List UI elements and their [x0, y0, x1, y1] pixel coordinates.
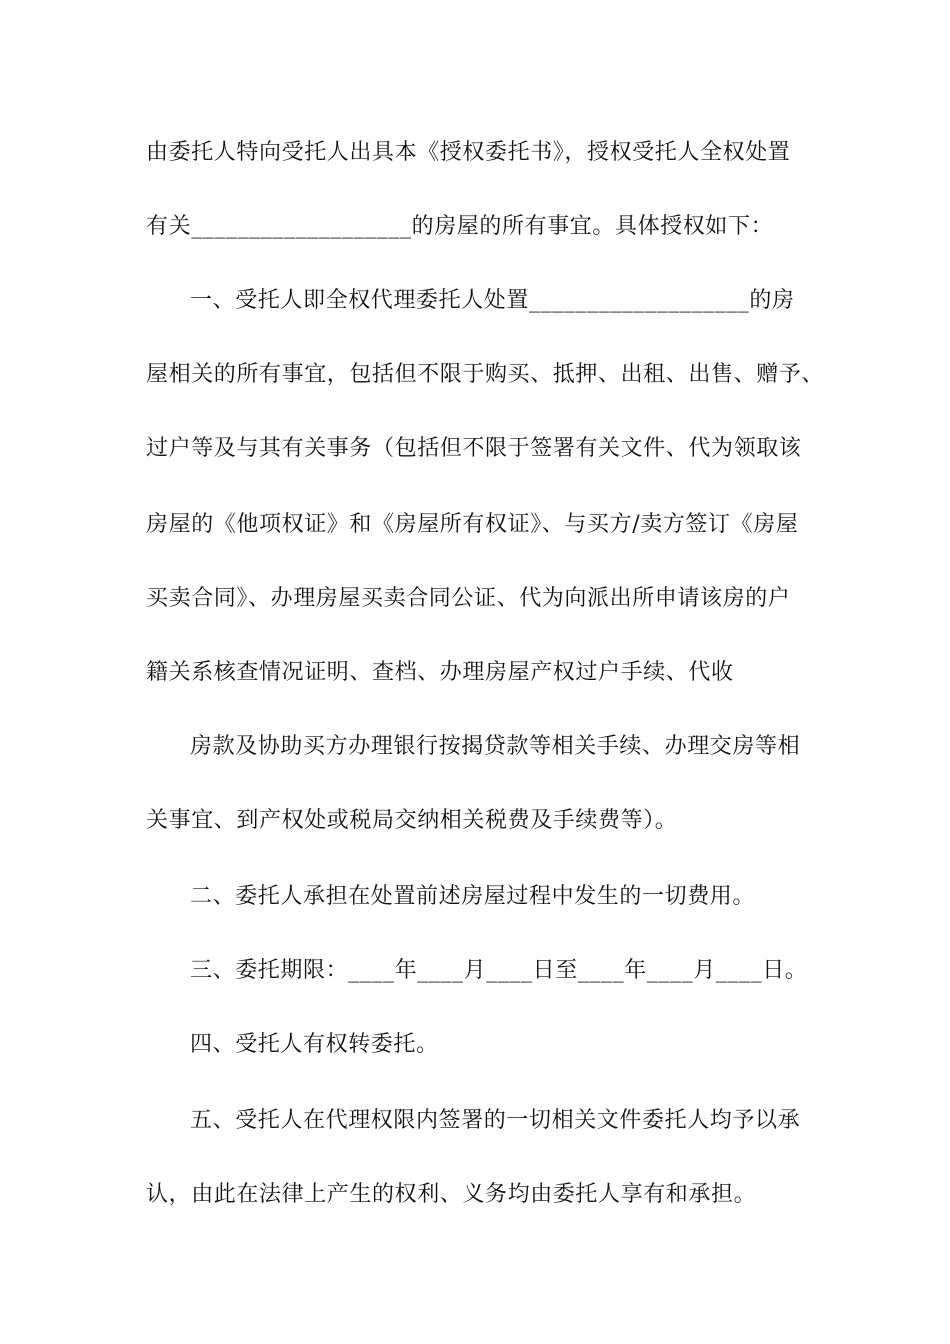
clause-1-line-7: 房款及协助买方办理银行按揭贷款等相关手续、办理交房等相	[190, 734, 801, 759]
clause-2: 二、委托人承担在处置前述房屋过程中发生的一切费用。	[190, 884, 756, 909]
clause-1-line-4: 房屋的《他项权证》和《房屋所有权证》、与买方/卖方签订《房屋	[146, 512, 799, 537]
clause-1-line-8: 关事宜、到产权处或税局交纳相关税费及手续费等）。	[146, 808, 678, 833]
clause-1-line-6: 籍关系核查情况证明、查档、办理房屋产权过户手续、代收	[146, 660, 734, 685]
clause-5-line-2: 认，由此在法律上产生的权利、义务均由委托人享有和承担。	[146, 1182, 757, 1207]
text-line-2: 有关___________________的房屋的所有事宜。具体授权如下：	[146, 214, 774, 239]
clause-1-line-2: 屋相关的所有事宜，包括但不限于购买、抵押、出租、出售、赠予、	[146, 362, 825, 387]
clause-1-line-5: 买卖合同》、办理房屋买卖合同公证、代为向派出所申请该房的户	[146, 586, 791, 611]
clause-1-line-3: 过户等及与其有关事务（包括但不限于签署有关文件、代为领取该	[146, 436, 802, 461]
clause-1-line-1: 一、受托人即全权代理委托人处置___________________的房	[190, 288, 795, 313]
clause-3: 三、委托期限：____年____月____日至____年____月____日。	[190, 958, 808, 983]
clause-4: 四、受托人有权转委托。	[190, 1032, 439, 1057]
text-line-1: 由委托人特向受托人出具本《授权委托书》，授权受托人全权处置	[146, 140, 791, 165]
clause-5-line-1: 五、受托人在代理权限内签署的一切相关文件委托人均予以承	[190, 1108, 801, 1133]
